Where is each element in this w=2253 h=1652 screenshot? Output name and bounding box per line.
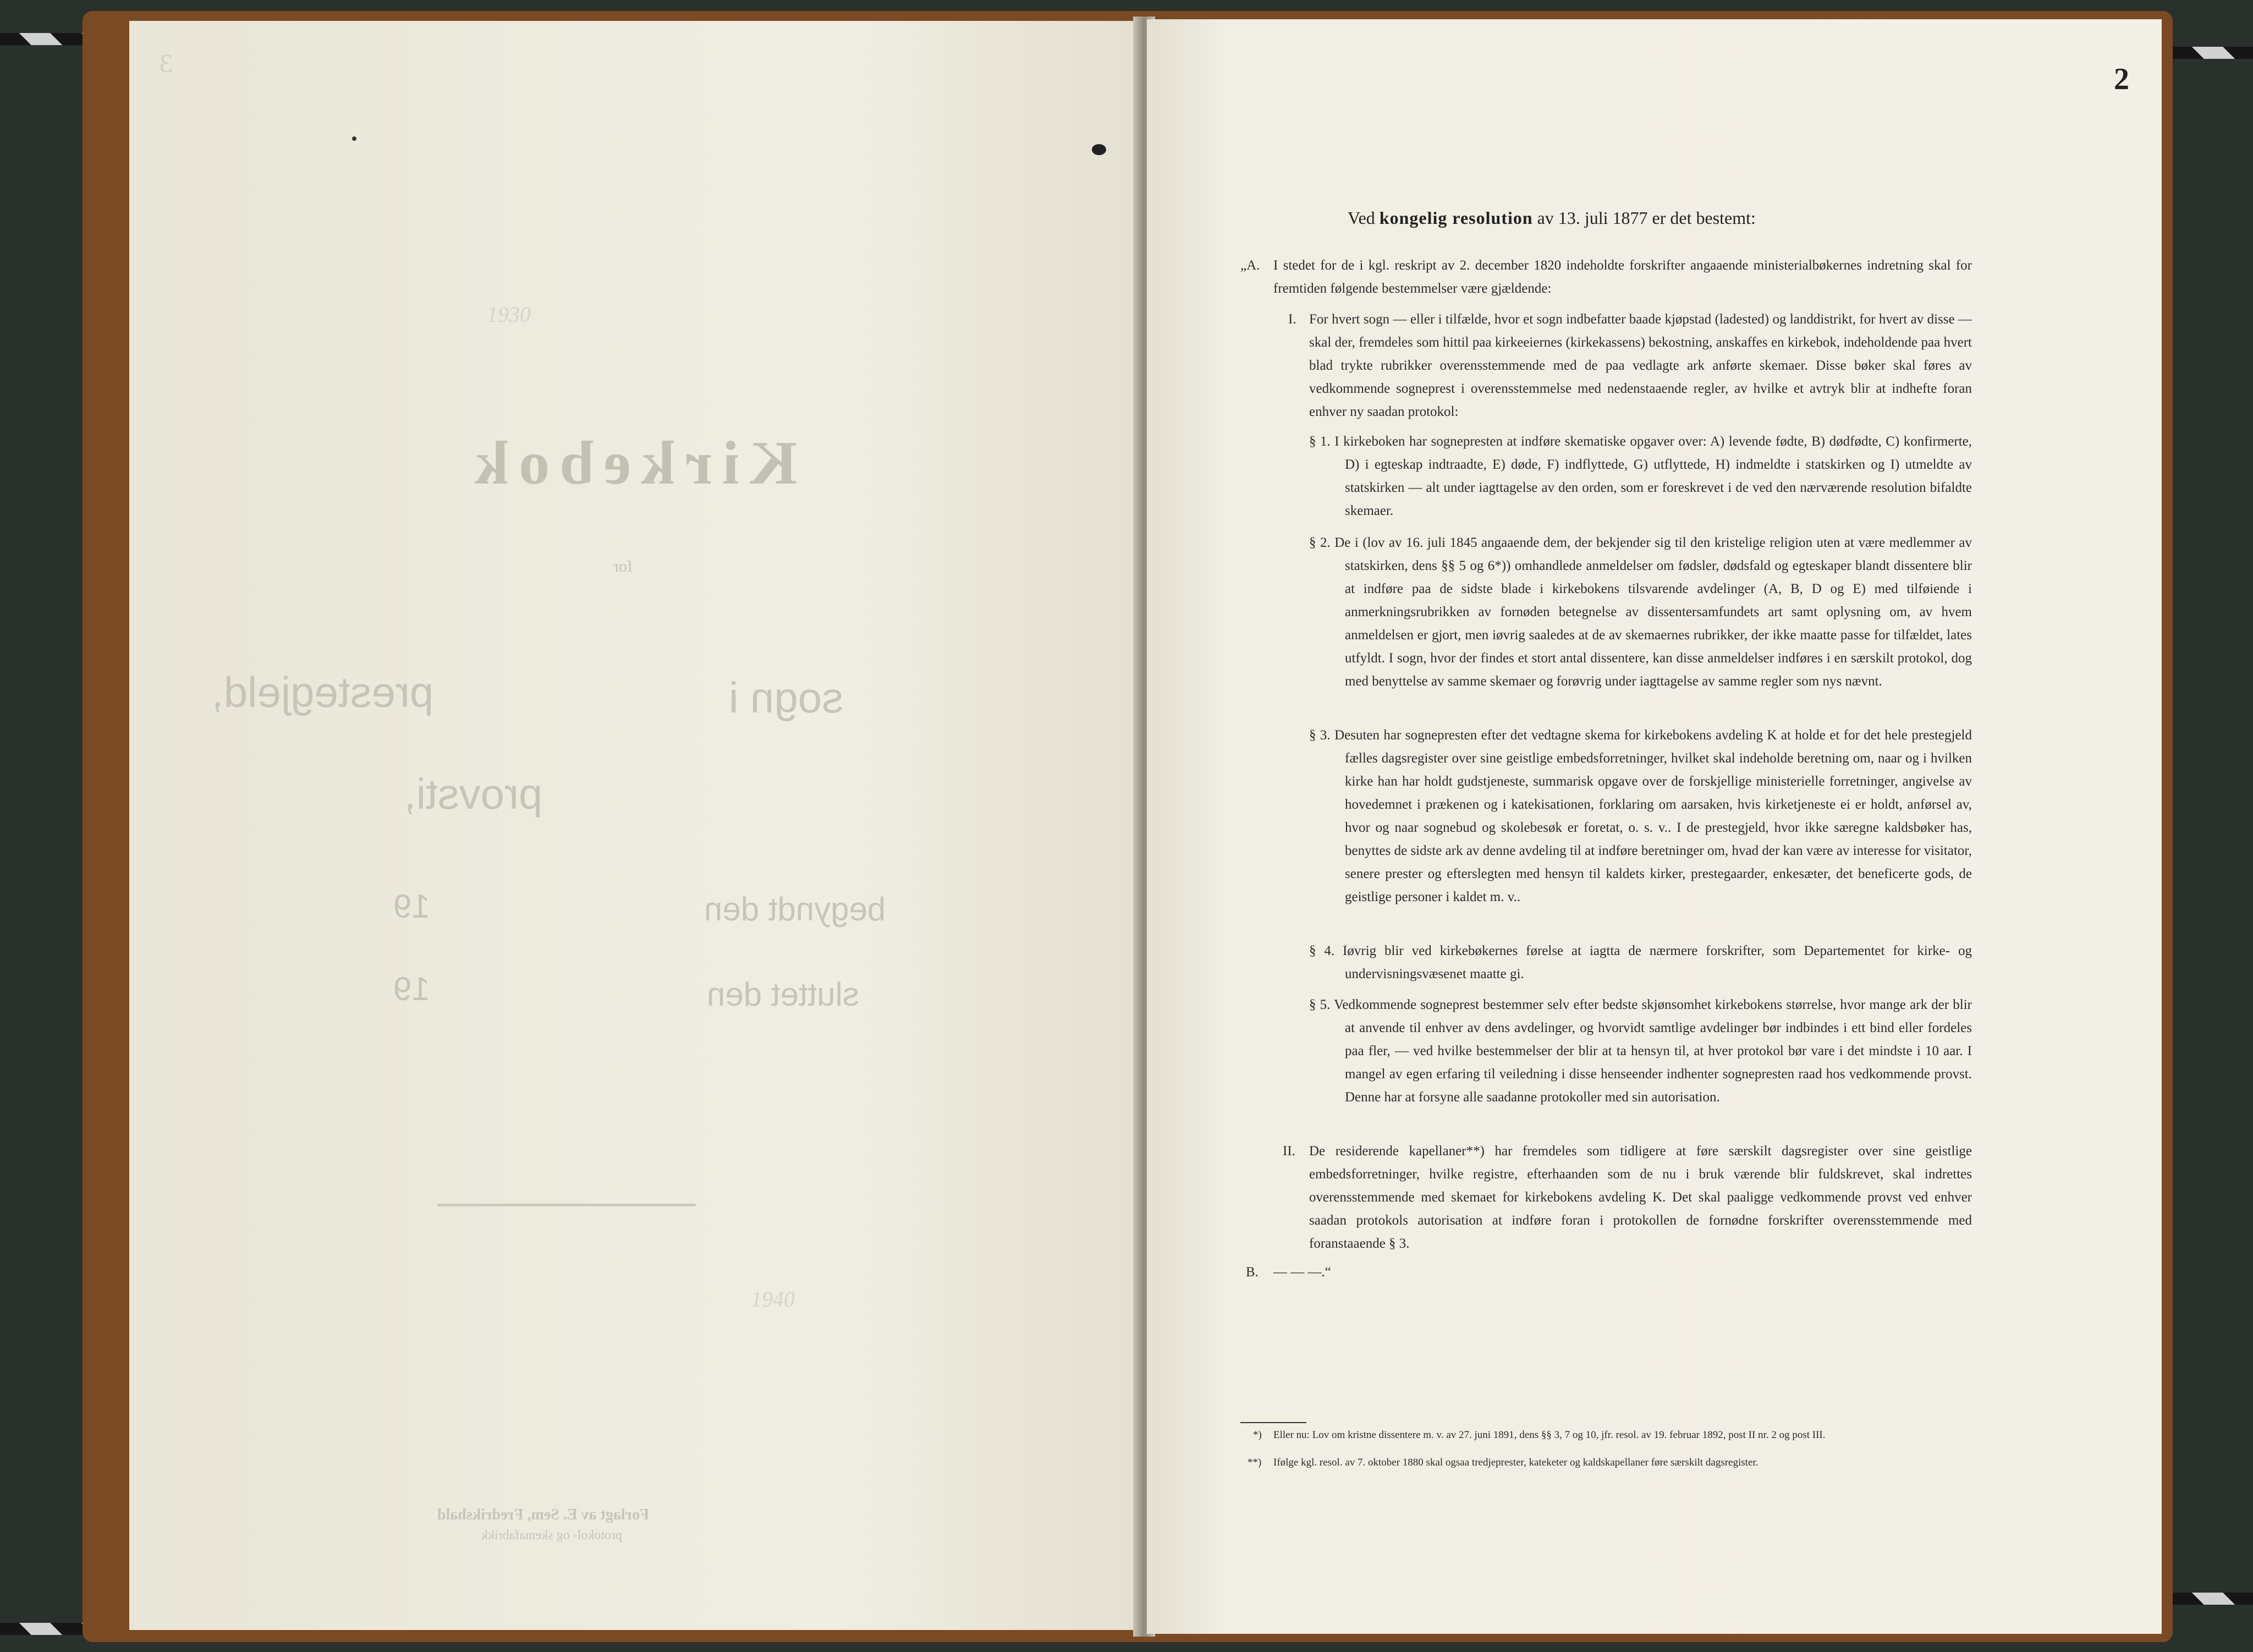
left-page-mark: 3	[160, 49, 173, 78]
item-ii-text: De residerende kapellaner**) har fremdeles som tidligere at føre særskilt dagsregister over sine geistlige embedsforretninger, hvilke registre, efterhaanden som de nu i bruk værende blir fuldskrevet, skal indrettes overensstemmende med skemaet for kirkebokens avdeling K. Det skal paaligge vedkommende provst ved enhver saadan protokols autorisation at indføre foran i protokollen de fornødne forskrifter overensstemmende med foranstaaende § 3.	[1309, 1144, 1972, 1251]
page-number: 2	[2114, 62, 2129, 96]
item-i-label: I.	[1288, 312, 1296, 327]
bleed-publisher-2: protokol- og skemafabrikk	[481, 1528, 622, 1543]
bleed-ornament-rule	[437, 1204, 696, 1206]
bleed-pencil-1: 1930	[487, 302, 531, 327]
section-a-text: I stedet for de i kgl. reskript av 2. december 1820 indeholdte forskrifter angaaende ministerialbøkernes indretning skal for fremtiden følgende bestemmelser være gjældende:	[1273, 258, 1972, 296]
footnote-1-mark: *)	[1253, 1429, 1262, 1441]
item-ii-label: II.	[1283, 1144, 1295, 1159]
bleed-line-1-a: sogn i	[729, 673, 844, 722]
bleed-title: Kirkebok	[465, 429, 798, 497]
item-i-text: For hvert sogn — eller i tilfælde, hvor et sogn indbefatter baade kjøpstad (ladested) og landdistrikt, for hvert av disse — skal der, fremdeles som hittil paa kirkeeiernes (kirkekassens) bekostning, anskaffes en kirkebok, indeholdende paa hvert blad trykte rubrikker overensstemmende med de paa vedlagte ark anførte skemaer. Disse bøker skal føres av vedkommende sogneprest i overensstemmelse med nedenstaaende regler, av hvilke et avtryk blir at indhefte foran enhver ny saadan protokol:	[1309, 312, 1972, 419]
color-target-strip-right	[2173, 47, 2253, 59]
color-target-strip-bottom-right	[2173, 1593, 2253, 1605]
heading-prefix: Ved	[1348, 208, 1375, 228]
paragraph-4: § 4. Iøvrig blir ved kirkebøkernes førelse at iagtta de nærmere forskrifter, som Departementet for kirke- og undervisningsvæsenet maatte gi.	[1309, 943, 1972, 981]
paragraph-1: § 1. I kirkeboken har sognepresten at indføre skematiske opgaver over: A) levende fødte, B) dødfødte, C) konfirmerte, D) i egteskap indtraadte, E) døde, F) indflyttede, G) utflyttede, H) indmeldte i statskirken og I) utmeldte av statskirken — alt under iagttagelse av den orden, som er foreskrevet i de ved den nærværende resolution bifaldte skemaer.	[1309, 434, 1972, 518]
bleed-line-2: provsti,	[404, 770, 543, 818]
binding-hole-left	[1092, 144, 1106, 155]
heading-suffix: av 13. juli 1877 er det bestemt:	[1537, 208, 1756, 228]
bleed-line-3-a: begyndt den	[704, 891, 886, 927]
left-page	[129, 21, 1139, 1630]
footnote-2: Ifølge kgl. resol. av 7. oktober 1880 skal ogsaa tredjeprester, kateketer og kaldskapellaner føre særskilt dagsregister.	[1273, 1457, 1759, 1468]
section-b-text: — — —.“	[1273, 1265, 1331, 1280]
paragraph-2: § 2. De i (lov av 16. juli 1845 angaaende dem, der bekjender sig til den kristelige religion uten at være medlemmer av statskirken, dens §§ 5 og 6*)) omhandlede anmeldelser om fødsler, dødsfald og egteskaper blandt dissentere blir at indføre paa de sidste blade i kirkebokens tilsvarende avdelinger (A, B, D og E) med tilføiende i anmerkningsrubrikken av fornøden betegnelse av dissentersamfundets art samt oplysning om, av hvem anmeldelsen er gjort, men iøvrig saaledes at de av skemaernes rubrikker, der ikke maatte passe for tilfældet, lates utfyldt. I sogn, hvor der findes et stort antal dissentere, kan disse anmeldelser indføres i en særskilt protokol, dog med benyttelse av samme skemaer og forøvrig under iagttagelse av samme regler som nys nævnt.	[1309, 535, 1972, 689]
footnote-rule	[1240, 1422, 1306, 1423]
heading-bold: kongelig resolution	[1379, 208, 1533, 228]
bleed-for: for	[613, 557, 633, 575]
ink-dot	[352, 136, 356, 141]
bleed-line-1-b: prestegjeld,	[212, 668, 434, 716]
bleed-pencil-2: 1940	[751, 1287, 795, 1311]
color-target-strip-left	[0, 33, 83, 45]
bleed-line-3-b: 19	[393, 888, 430, 925]
bleed-line-4-a: sluttet den	[707, 976, 859, 1013]
section-a-label: „A.	[1240, 258, 1260, 273]
footnote-2-mark: **)	[1248, 1457, 1262, 1468]
section-b-label: B.	[1246, 1265, 1259, 1280]
bleed-line-4-b: 19	[393, 970, 430, 1007]
paragraph-3: § 3. Desuten har sognepresten efter det vedtagne skema for kirkebokens avdeling K at holde et for det hele prestegjeld fælles dagsregister over sine geistlige embedsforretninger, hvilket skal indeholde beretning om, naar og i hvilken kirke han har holdt gudstjeneste, summarisk opgave over de forskjellige ministerielle forretninger, angivelse av hovedemnet i prækenen og i katekisationen, forklaring om aarsaken, hvis kirketjeneste ei er holdt, anførsel av, hvor og naar sognebud og skolebesøk er foretat, o. s. v.. I de prestegjeld, hvor ikke særegne kaldsbøker has, benyttes de sidste ark av denne avdeling til at indføre beretninger om, hvad der kan være av interesse for visitator, senere prester og efterslegten med hensyn til kaldets kirker, prestegaarder, enkesæter, det beneficerte gods, de geistlige personer i kaldet m. v..	[1309, 728, 1972, 904]
paragraph-5: § 5. Vedkommende sogneprest bestemmer selv efter bedste skjønsomhet kirkebokens størrelse, hvor mange ark der blir at anvende til enhver av dens avdelinger, og hvorvidt samtlige avdelinger bør indbindes i ett bind eller fordeles paa fler, — ved hvilke bestemmelser der blir at ta hensyn til, at hver protokol bør vare i det mindste i 10 aar. I mangel av egen erfaring til veiledning i disse henseender indhenter sognepresten raad hos vedkommende provst. Denne har at forsyne alle saadanne protokoller med sin autorisation.	[1309, 997, 1972, 1105]
footnote-1: Eller nu: Lov om kristne dissentere m. v. av 27. juni 1891, dens §§ 3, 7 og 10, jfr. resol. av 19. februar 1892, post II nr. 2 og post III.	[1273, 1429, 1826, 1441]
resolution-heading	[1348, 208, 1756, 228]
bleed-publisher: Forlagt av E. Sem, Fredrikshald	[437, 1506, 650, 1523]
